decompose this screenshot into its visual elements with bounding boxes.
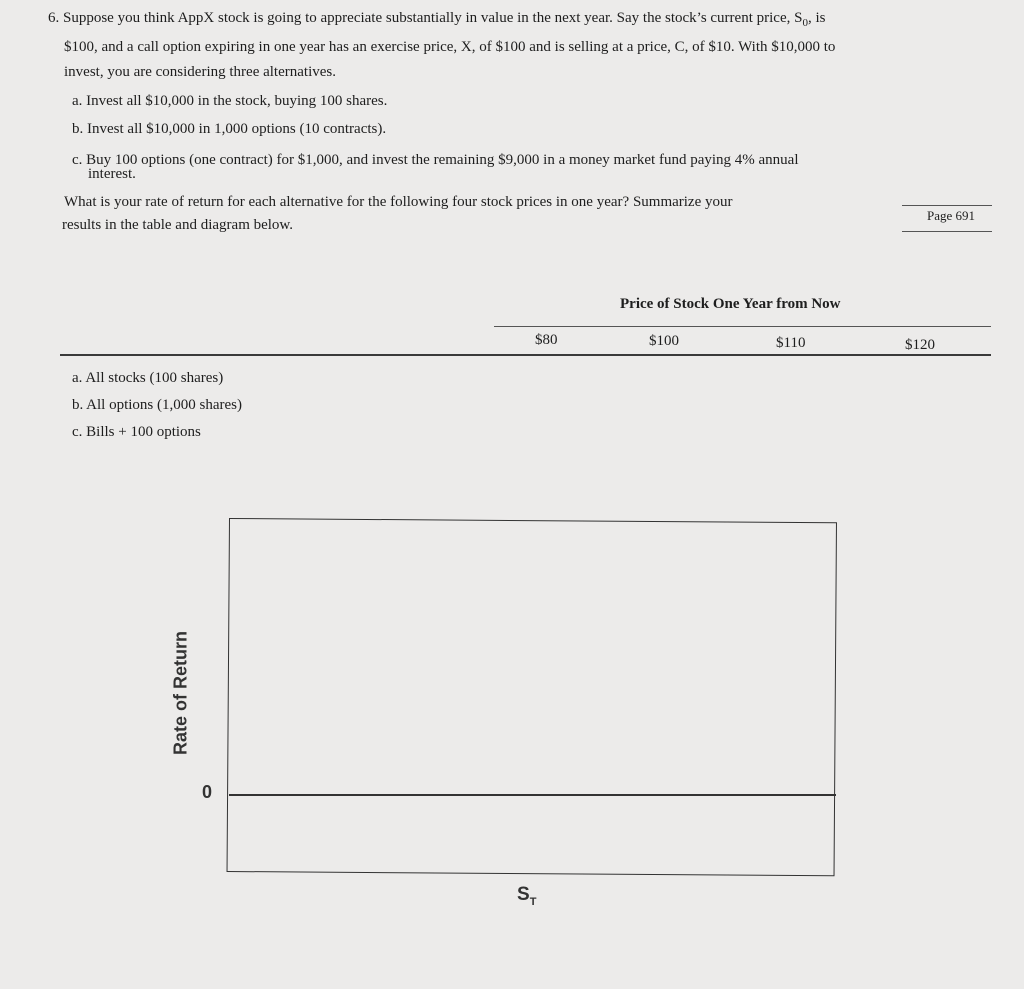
x-axis-subscript: T (529, 895, 537, 908)
price-col-100: $100 (649, 333, 679, 349)
price-col-80: $80 (535, 332, 558, 348)
y-axis-label: Rate of Return (170, 630, 191, 756)
table-body-rule (60, 354, 991, 356)
s0-subscript: 0 (802, 17, 808, 29)
alternative-a: a. Invest all $10,000 in the stock, buying 100 shares. (72, 93, 388, 109)
price-col-110: $110 (776, 335, 806, 351)
page-label-bottom-rule (902, 231, 992, 232)
table-header-rule (494, 326, 991, 327)
question-line-2: $100, and a call option expiring in one year has an exercise price, X, of $100 and is selling at a price, C, of $10. With $10,000 to (64, 39, 836, 55)
zero-label: 0 (202, 782, 213, 802)
page-label: Page 691 (927, 208, 976, 223)
table-header: Price of Stock One Year from Now (620, 296, 841, 312)
diagram-frame (227, 518, 837, 876)
question-line-3: invest, you are considering three alternatives. (64, 64, 336, 80)
alternative-c-line-2: interest. (88, 166, 136, 182)
page-label-top-rule (902, 205, 992, 206)
table-row-c: c. Bills + 100 options (72, 424, 201, 440)
prompt-line-1: What is your rate of return for each alternative for the following four stock prices in one year? Summarize your (64, 194, 733, 210)
table-row-a: a. All stocks (100 shares) (72, 370, 224, 386)
prompt-line-2: results in the table and diagram below. (62, 217, 294, 233)
price-col-120: $120 (905, 337, 935, 353)
zero-axis-line (229, 794, 836, 796)
table-row-b: b. All options (1,000 shares) (72, 397, 242, 413)
alternative-b: b. Invest all $10,000 in 1,000 options (10 contracts). (72, 121, 387, 137)
question-text-1-end: , is (807, 10, 826, 26)
x-axis-label (517, 884, 536, 908)
alternative-c-line-1: c. Buy 100 options (one contract) for $1,000, and invest the remaining $9,000 in a money market fund paying 4% annual (72, 152, 799, 168)
question-line-1 (48, 6, 825, 35)
question-text-1: 6. Suppose you think AppX stock is going to appreciate substantially in value in the next year. Say the stock’s current price, S (48, 10, 803, 26)
x-axis-symbol: S (517, 884, 530, 905)
